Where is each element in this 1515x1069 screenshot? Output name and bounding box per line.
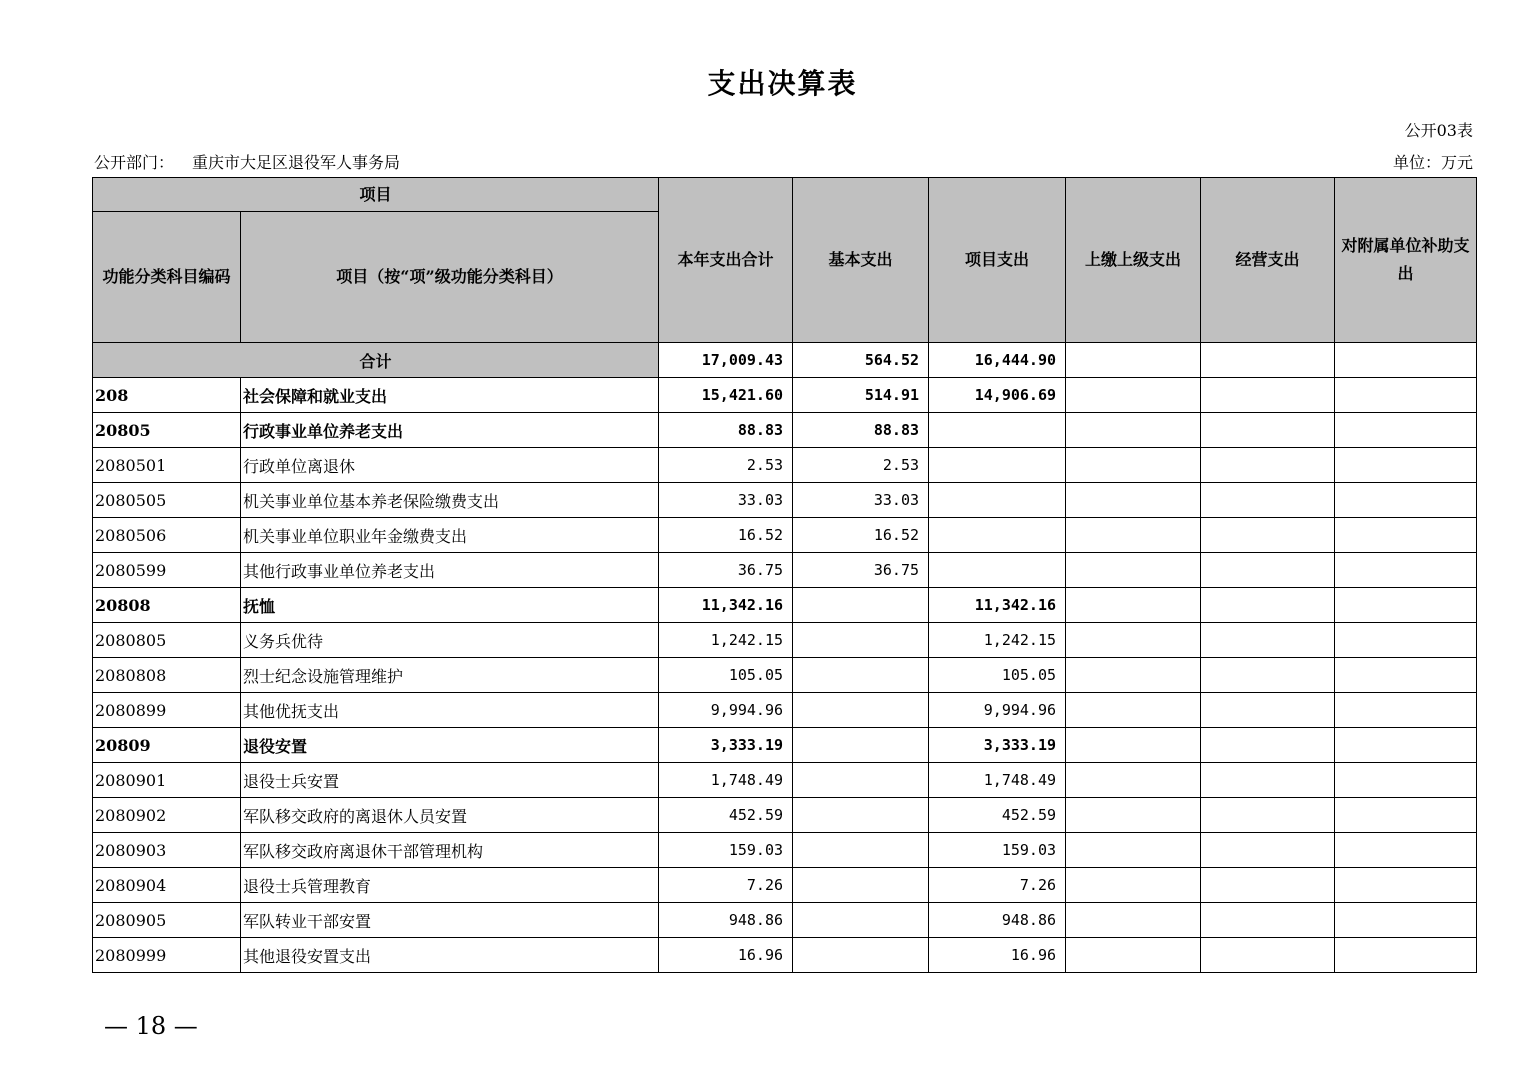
total-cell: 452.59 <box>659 798 793 833</box>
subsidy-cell <box>1335 833 1477 868</box>
total-cell: 7.26 <box>659 868 793 903</box>
total-cell: 3,333.19 <box>659 728 793 763</box>
total-cell: 17,009.43 <box>659 343 793 378</box>
business-cell <box>1201 798 1335 833</box>
upper-cell <box>1066 798 1201 833</box>
code-cell: 2080903 <box>93 833 241 868</box>
code-cell: 2080501 <box>93 448 241 483</box>
table-row <box>93 763 1477 798</box>
upper-cell <box>1066 728 1201 763</box>
project-cell: 9,994.96 <box>929 693 1066 728</box>
basic-cell <box>793 588 929 623</box>
project-cell: 1,242.15 <box>929 623 1066 658</box>
code-cell: 20808 <box>93 588 241 623</box>
header-upper: 上缴上级支出 <box>1066 178 1201 343</box>
business-cell <box>1201 938 1335 973</box>
project-cell: 11,342.16 <box>929 588 1066 623</box>
name-cell: 军队移交政府的离退休人员安置 <box>241 798 659 833</box>
subsidy-cell <box>1335 413 1477 448</box>
total-cell: 1,242.15 <box>659 623 793 658</box>
upper-cell <box>1066 833 1201 868</box>
department-line <box>94 150 400 173</box>
table-row <box>93 518 1477 553</box>
name-cell: 抚恤 <box>241 588 659 623</box>
business-cell <box>1201 868 1335 903</box>
table-row <box>93 728 1477 763</box>
business-cell <box>1201 763 1335 798</box>
table-row <box>93 693 1477 728</box>
project-cell: 105.05 <box>929 658 1066 693</box>
basic-cell: 2.53 <box>793 448 929 483</box>
total-label: 合计 <box>93 343 659 378</box>
name-cell: 其他退役安置支出 <box>241 938 659 973</box>
name-cell: 机关事业单位职业年金缴费支出 <box>241 518 659 553</box>
business-cell <box>1201 728 1335 763</box>
code-cell: 2080905 <box>93 903 241 938</box>
header-name: 项目（按“项”级功能分类科目） <box>241 212 659 343</box>
name-cell: 其他优抚支出 <box>241 693 659 728</box>
basic-cell: 88.83 <box>793 413 929 448</box>
project-cell <box>929 553 1066 588</box>
business-cell <box>1201 378 1335 413</box>
upper-cell <box>1066 343 1201 378</box>
basic-cell: 36.75 <box>793 553 929 588</box>
code-cell: 2080899 <box>93 693 241 728</box>
project-cell: 16.96 <box>929 938 1066 973</box>
code-cell: 2080808 <box>93 658 241 693</box>
upper-cell <box>1066 413 1201 448</box>
total-cell: 11,342.16 <box>659 588 793 623</box>
upper-cell <box>1066 448 1201 483</box>
name-cell: 行政单位离退休 <box>241 448 659 483</box>
page-title: 支出决算表 <box>707 67 858 100</box>
header-total: 本年支出合计 <box>659 178 793 343</box>
subsidy-cell <box>1335 623 1477 658</box>
header-subsidy: 对附属单位补助支出 <box>1335 178 1477 343</box>
project-cell: 7.26 <box>929 868 1066 903</box>
total-cell: 159.03 <box>659 833 793 868</box>
business-cell <box>1201 518 1335 553</box>
code-cell: 2080506 <box>93 518 241 553</box>
project-cell: 14,906.69 <box>929 378 1066 413</box>
basic-cell: 514.91 <box>793 378 929 413</box>
total-cell: 15,421.60 <box>659 378 793 413</box>
header-business: 经营支出 <box>1201 178 1335 343</box>
table-row <box>93 588 1477 623</box>
header-project-expense: 项目支出 <box>929 178 1066 343</box>
name-cell: 机关事业单位基本养老保险缴费支出 <box>241 483 659 518</box>
total-cell: 36.75 <box>659 553 793 588</box>
business-cell <box>1201 413 1335 448</box>
basic-cell <box>793 763 929 798</box>
project-cell <box>929 518 1066 553</box>
header-code: 功能分类科目编码 <box>93 212 241 343</box>
total-cell: 16.96 <box>659 938 793 973</box>
upper-cell <box>1066 693 1201 728</box>
total-cell: 88.83 <box>659 413 793 448</box>
subsidy-cell <box>1335 588 1477 623</box>
total-cell: 1,748.49 <box>659 763 793 798</box>
code-cell: 2080902 <box>93 798 241 833</box>
subsidy-cell <box>1335 343 1477 378</box>
upper-cell <box>1066 868 1201 903</box>
name-cell: 军队转业干部安置 <box>241 903 659 938</box>
name-cell: 社会保障和就业支出 <box>241 378 659 413</box>
business-cell <box>1201 483 1335 518</box>
total-cell: 33.03 <box>659 483 793 518</box>
table-row <box>93 483 1477 518</box>
total-cell: 16.52 <box>659 518 793 553</box>
basic-cell <box>793 658 929 693</box>
code-cell: 2080999 <box>93 938 241 973</box>
basic-cell <box>793 728 929 763</box>
table-row <box>93 798 1477 833</box>
business-cell <box>1201 343 1335 378</box>
code-cell: 2080904 <box>93 868 241 903</box>
name-cell: 退役士兵管理教育 <box>241 868 659 903</box>
table-row <box>93 553 1477 588</box>
subsidy-cell <box>1335 868 1477 903</box>
project-cell: 452.59 <box>929 798 1066 833</box>
department-label: 公开部门： <box>94 153 175 172</box>
basic-cell <box>793 868 929 903</box>
code-cell: 20809 <box>93 728 241 763</box>
header-project: 项目 <box>93 178 659 212</box>
code-cell: 2080901 <box>93 763 241 798</box>
total-cell: 948.86 <box>659 903 793 938</box>
subsidy-cell <box>1335 693 1477 728</box>
project-cell: 159.03 <box>929 833 1066 868</box>
upper-cell <box>1066 658 1201 693</box>
basic-cell <box>793 938 929 973</box>
subsidy-cell <box>1335 378 1477 413</box>
table-number: 公开03表 <box>1404 121 1473 140</box>
name-cell: 退役士兵安置 <box>241 763 659 798</box>
total-cell: 9,994.96 <box>659 693 793 728</box>
page-number: — 18 — <box>104 1012 198 1040</box>
total-row <box>93 343 1477 378</box>
project-cell: 16,444.90 <box>929 343 1066 378</box>
upper-cell <box>1066 553 1201 588</box>
table-row <box>93 378 1477 413</box>
name-cell: 军队移交政府离退休干部管理机构 <box>241 833 659 868</box>
business-cell <box>1201 553 1335 588</box>
expenditure-table <box>92 177 1477 973</box>
subsidy-cell <box>1335 798 1477 833</box>
name-cell: 其他行政事业单位养老支出 <box>241 553 659 588</box>
code-cell: 208 <box>93 378 241 413</box>
table-row <box>93 413 1477 448</box>
upper-cell <box>1066 938 1201 973</box>
name-cell: 义务兵优待 <box>241 623 659 658</box>
table-row <box>93 448 1477 483</box>
basic-cell <box>793 903 929 938</box>
project-cell: 3,333.19 <box>929 728 1066 763</box>
subsidy-cell <box>1335 553 1477 588</box>
table-row <box>93 833 1477 868</box>
subsidy-cell <box>1335 903 1477 938</box>
business-cell <box>1201 903 1335 938</box>
table-row <box>93 623 1477 658</box>
subsidy-cell <box>1335 763 1477 798</box>
basic-cell: 564.52 <box>793 343 929 378</box>
code-cell: 2080805 <box>93 623 241 658</box>
code-cell: 2080599 <box>93 553 241 588</box>
table-row <box>93 868 1477 903</box>
upper-cell <box>1066 483 1201 518</box>
subsidy-cell <box>1335 728 1477 763</box>
project-cell <box>929 483 1066 518</box>
name-cell: 退役安置 <box>241 728 659 763</box>
basic-cell: 16.52 <box>793 518 929 553</box>
upper-cell <box>1066 623 1201 658</box>
unit-label: 单位：万元 <box>1392 153 1473 172</box>
total-cell: 2.53 <box>659 448 793 483</box>
code-cell: 2080505 <box>93 483 241 518</box>
subsidy-cell <box>1335 483 1477 518</box>
table-row <box>93 903 1477 938</box>
business-cell <box>1201 693 1335 728</box>
basic-cell: 33.03 <box>793 483 929 518</box>
name-cell: 烈士纪念设施管理维护 <box>241 658 659 693</box>
department-name: 重庆市大足区退役军人事务局 <box>192 153 401 172</box>
project-cell <box>929 413 1066 448</box>
header-basic: 基本支出 <box>793 178 929 343</box>
subsidy-cell <box>1335 938 1477 973</box>
business-cell <box>1201 448 1335 483</box>
code-cell: 20805 <box>93 413 241 448</box>
table-row <box>93 658 1477 693</box>
subsidy-cell <box>1335 658 1477 693</box>
upper-cell <box>1066 903 1201 938</box>
upper-cell <box>1066 518 1201 553</box>
business-cell <box>1201 833 1335 868</box>
project-cell: 1,748.49 <box>929 763 1066 798</box>
basic-cell <box>793 798 929 833</box>
basic-cell <box>793 693 929 728</box>
basic-cell <box>793 833 929 868</box>
business-cell <box>1201 623 1335 658</box>
table-row <box>93 938 1477 973</box>
upper-cell <box>1066 378 1201 413</box>
project-cell <box>929 448 1066 483</box>
total-cell: 105.05 <box>659 658 793 693</box>
upper-cell <box>1066 588 1201 623</box>
upper-cell <box>1066 763 1201 798</box>
subsidy-cell <box>1335 518 1477 553</box>
project-cell: 948.86 <box>929 903 1066 938</box>
name-cell: 行政事业单位养老支出 <box>241 413 659 448</box>
basic-cell <box>793 623 929 658</box>
business-cell <box>1201 588 1335 623</box>
business-cell <box>1201 658 1335 693</box>
subsidy-cell <box>1335 448 1477 483</box>
